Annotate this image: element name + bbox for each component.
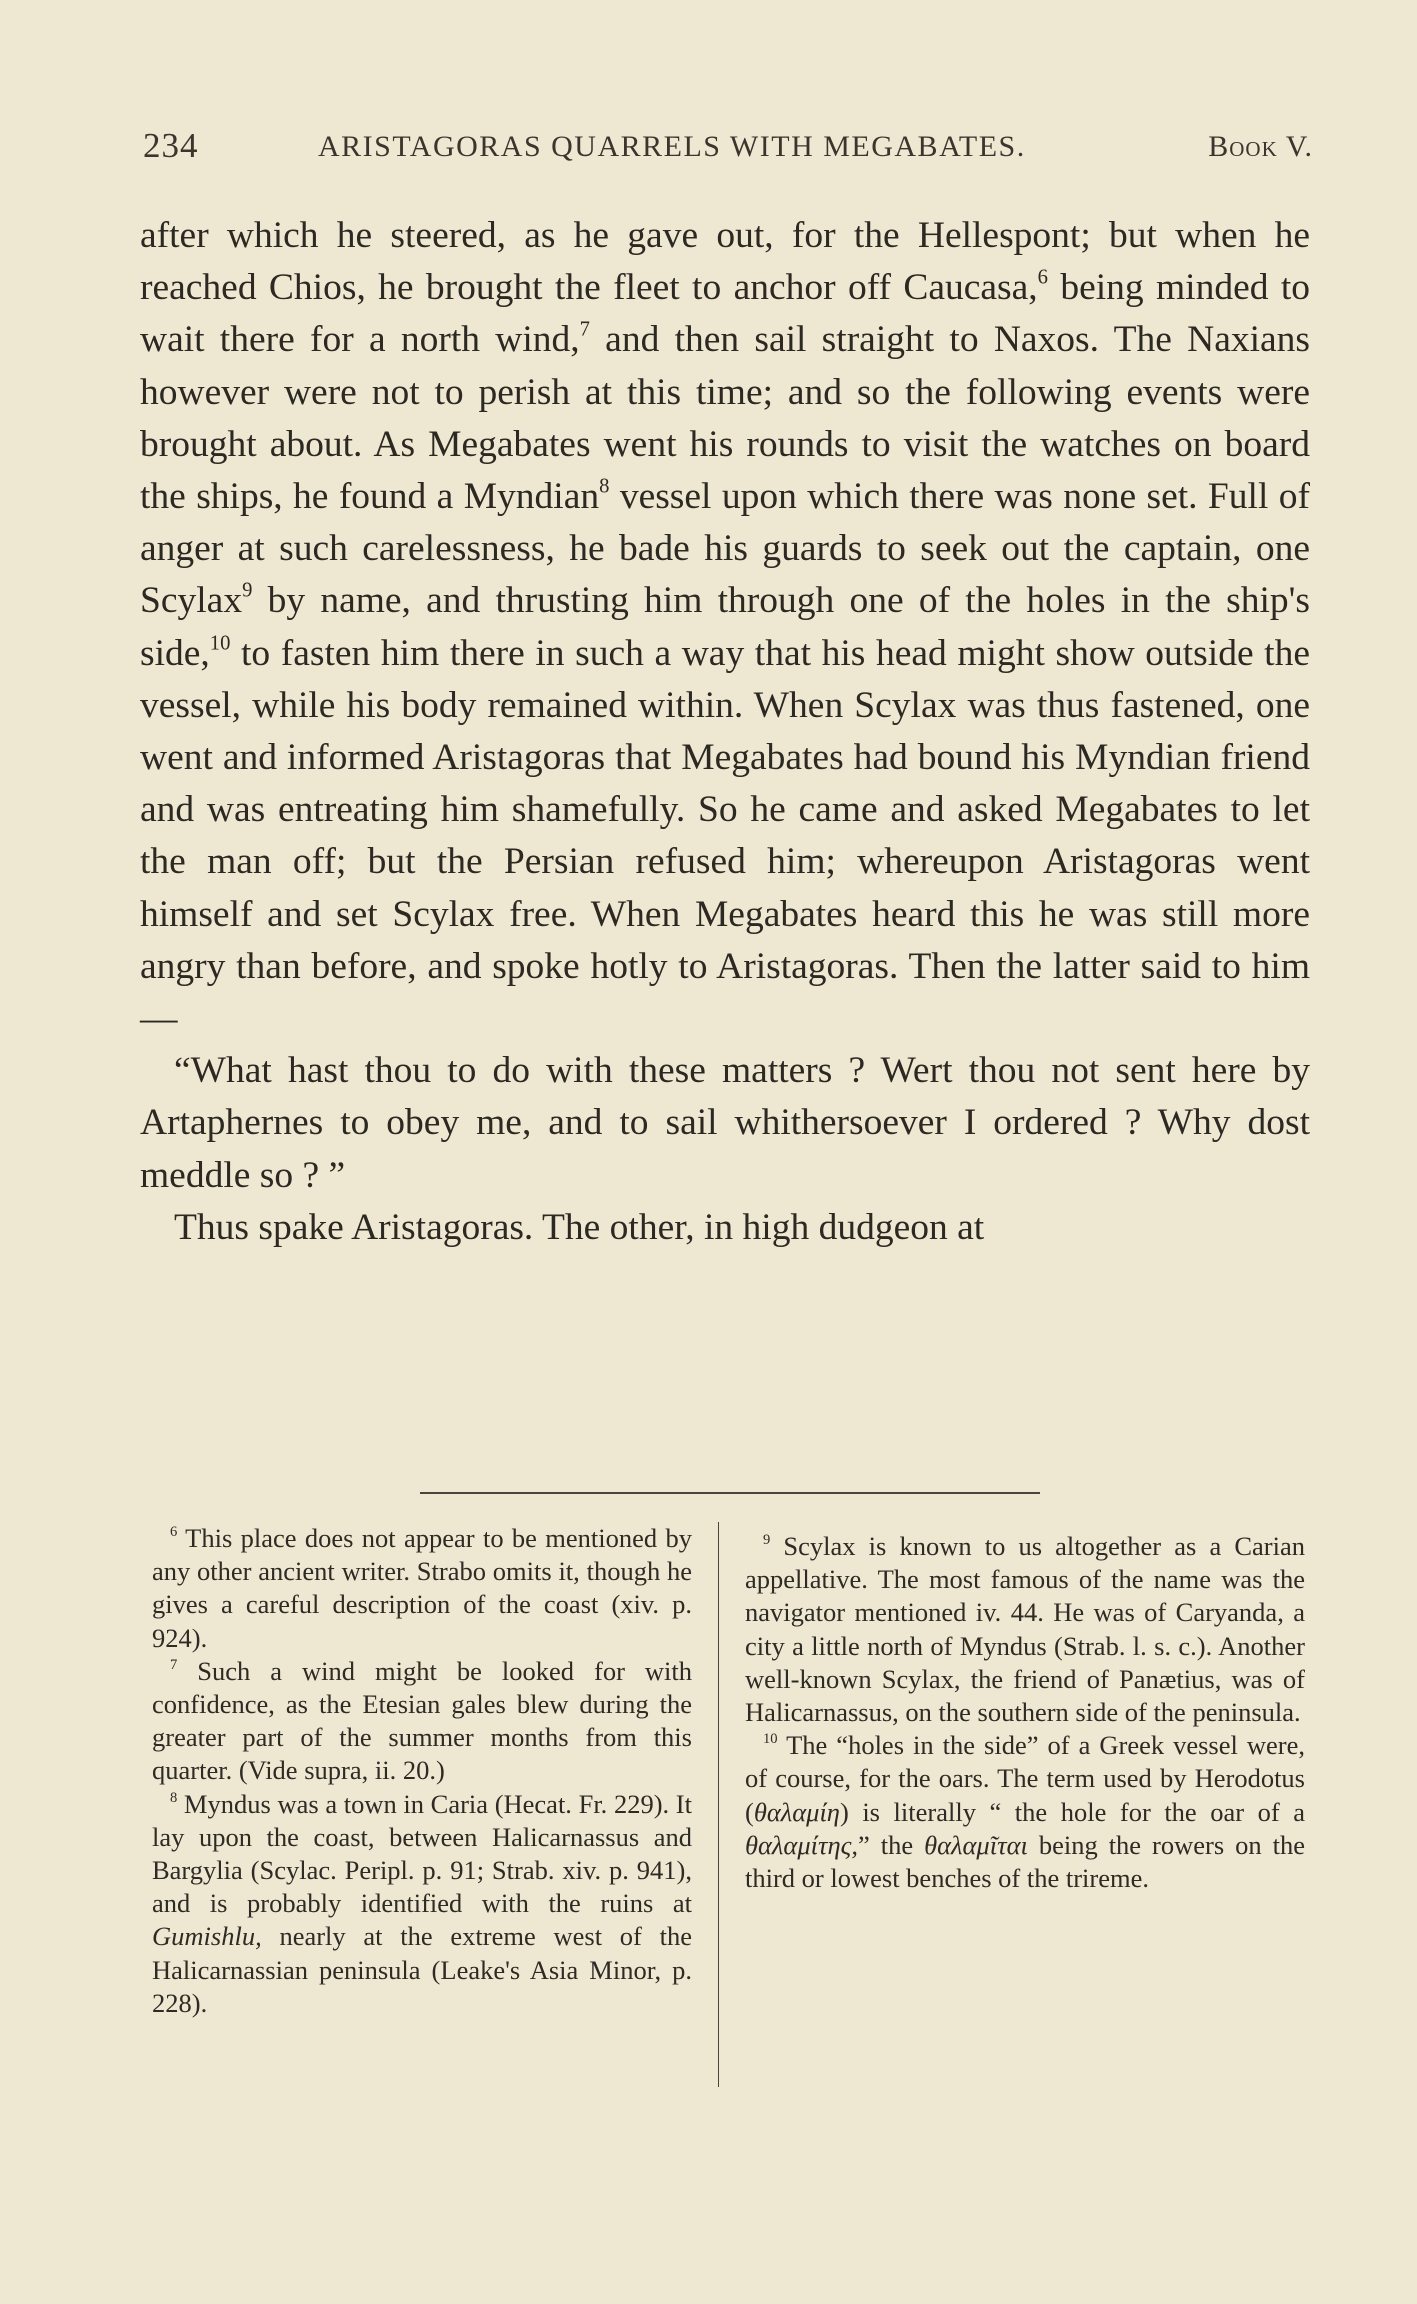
footnote-number: 6 xyxy=(170,1524,178,1541)
footnote-ref: 6 xyxy=(1037,266,1048,289)
footnotes-right-column xyxy=(745,1530,1305,1895)
paragraph: Thus spake Aristagoras. The other, in high dudgeon at xyxy=(174,1206,985,1248)
running-head xyxy=(143,126,1313,170)
footnote-text: Such a wind might be looked for with confidence, as the Etesian gales blew during the greater part of the summer months from this quarter. (Vide supra, ii. 20.) xyxy=(152,1655,692,1786)
footnote-rule xyxy=(420,1492,1040,1494)
page-number: 234 xyxy=(143,126,199,165)
footnote-text: This place does not appear to be mentioned by any other ancient writer. Strabo omits it, though he gives a careful description of the coast (xiv. p. 924). xyxy=(152,1523,692,1653)
footnote-text: The “holes in the side” of a Greek vessel were, of course, for the oars. The term used by Herodotus ( xyxy=(745,1730,1305,1827)
text-run: being minded to wait there for a north wind, xyxy=(140,267,1311,361)
footnote xyxy=(745,1530,1305,1729)
footnote-ref: 7 xyxy=(579,318,590,341)
footnote-text: Myndus was a town in Caria (Hecat. Fr. 229). It lay upon the coast, between Halicarnassus and Bargylia (Scylac. Peripl. p. 91; Strab. xiv. p. 941), and is probably identified with the ruins at xyxy=(152,1788,692,1919)
footnote-text: ” the xyxy=(858,1829,925,1860)
footnote-text: being the rowers on the third or lowest benches of the trireme. xyxy=(745,1829,1305,1894)
footnote-number: 8 xyxy=(170,1789,178,1806)
text-run: to fasten him there in such a way that his head might show outside the vessel, while his body remained within. When Scylax was thus fastened, one went and informed Aristagoras that Megabates had bound his Myndian friend and was entreating him shamefully. So he came and asked Megabates to let the man off; but the Persian refused him; whereupon Aristagoras went himself and set Scylax free. When Megabates heard this he was still more angry than before, and spoke hotly to Aristagoras. Then the latter said to him— xyxy=(140,632,1310,1040)
greek-term: θαλαμίη xyxy=(753,1796,840,1827)
footnote-number: 10 xyxy=(763,1731,778,1748)
paragraph xyxy=(140,210,1310,1045)
footnote-ref: 10 xyxy=(209,632,231,655)
greek-term: θαλαμίτης, xyxy=(745,1829,858,1860)
footnote xyxy=(745,1729,1305,1895)
footnote xyxy=(152,1788,692,2020)
text-run: after which he steered, as he gave out, for the Hellespont; but when he reached Chios, he brought the fleet to anchor off Caucasa, xyxy=(140,215,1310,309)
running-title: ARISTAGORAS QUARRELS WITH MEGABATES. xyxy=(318,130,1026,163)
footnote-ref: 8 xyxy=(599,475,610,498)
text-run: and then sail straight to Naxos. The Naxians however were not to perish at this time; and so the following events were brought about. As Megabates went his rounds to visit the watches on board the ships, he found a Myndian xyxy=(140,319,1310,518)
footnote-column-divider xyxy=(718,1522,719,2087)
footnote-place-name: Gumishlu, xyxy=(152,1921,262,1952)
text-run: vessel upon which there was none set. Full of anger at such carelessness, he bade his guards to seek out the captain, one Scylax xyxy=(140,476,1310,622)
greek-term: θαλαμῖται xyxy=(924,1829,1028,1860)
footnote-text: Scylax is known to us altogether as a Carian appellative. The most famous of the name was the navigator mentioned iv. 44. He was of Caryanda, a city a little north of Myndus (Strab. l. s. c.). Another well-known Scylax, the friend of Panætius, was of Halicarnassus, on the southern side of the peninsula. xyxy=(745,1531,1305,1728)
footnote xyxy=(152,1655,692,1788)
footnote-text: ) is literally “ the hole for the oar of a xyxy=(839,1796,1305,1827)
main-text xyxy=(140,210,1310,1254)
footnote-number: 7 xyxy=(170,1656,178,1673)
book-label: Book V. xyxy=(1208,130,1313,163)
footnotes-left-column xyxy=(152,1522,692,2020)
footnote xyxy=(152,1522,692,1655)
text-run: by name, and thrusting him through one of the holes in the ship's side, xyxy=(140,580,1310,674)
footnote-number: 9 xyxy=(763,1532,771,1549)
paragraph-quote: “What hast thou to do with these matters ? Wert thou not sent here by Artaphernes to obey me, and to sail whithersoever I ordered ? Why dost meddle so ? ” xyxy=(140,1050,1310,1196)
footnote-text: nearly at the extreme west of the Halicarnassian peninsula (Leake's Asia Minor, p. 228). xyxy=(152,1921,692,2018)
footnote-ref: 9 xyxy=(242,579,253,602)
